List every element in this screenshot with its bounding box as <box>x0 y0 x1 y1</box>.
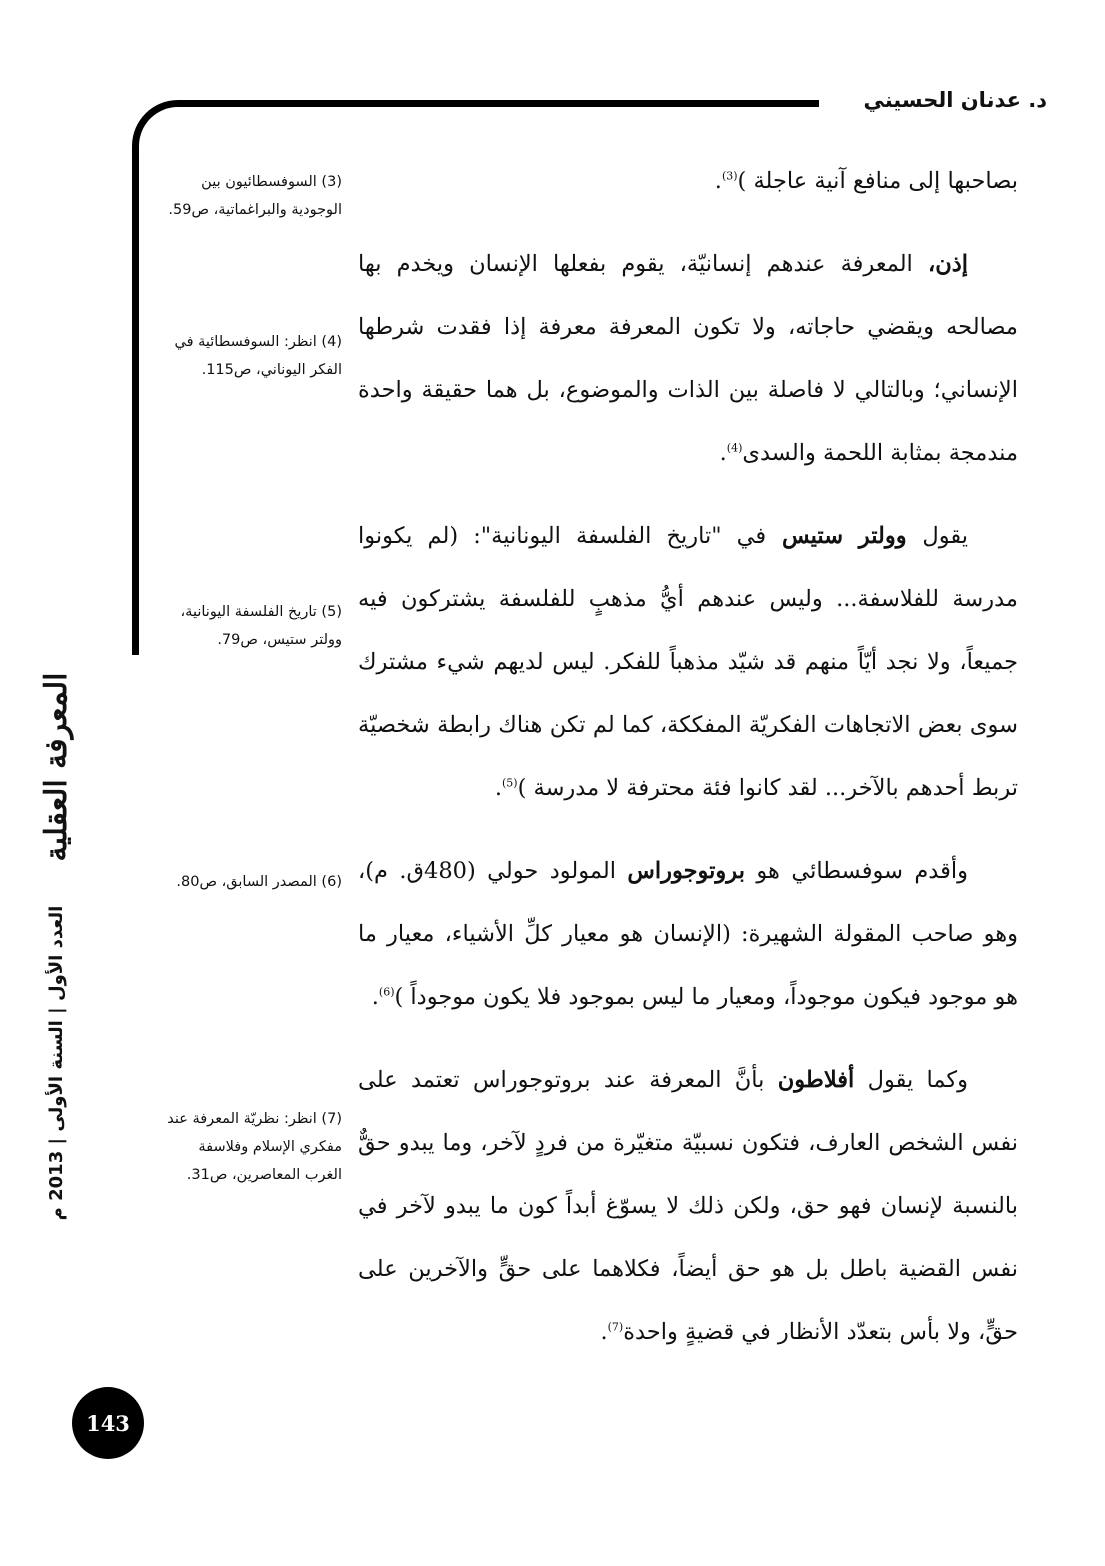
name-protagoras: بروتوجوراس <box>627 858 745 884</box>
issue-info-vertical: العدد الأول | السنة الأولى | 2013 م <box>46 905 67 1221</box>
page-frame-left-rule <box>132 175 139 655</box>
footnote-ref-3: (3) <box>721 169 738 183</box>
name-plato: أفلاطون <box>777 1067 855 1093</box>
paragraph-1: بصاحبها إلى منافع آنية عاجلة )$^{(3)}$. <box>714 168 1018 194</box>
paragraph-5: وكما يقول أفلاطون بأنَّ المعرفة عند بروتوجوراس تعتمد على نفس الشخص العارف، فتكون نسبيّة متغيّرة من فردٍ لآخر، وما يبدو حقٌّ بالنسبة لإنسان فهو حق، ولكن ذلك لا يسوّغ أبداً كون ما يبدو لآخر في نفس القضية باطل بل هو حق أيضاً، فكلاهما على حقٍّ والآخرين على حقٍّ، ولا بأس بتعدّد الأنظار في قضيةٍ واحدة$^{(7)}$. <box>358 1067 1018 1345</box>
footnote-4: (4) انظر: السوفسطائية في الفكر اليوناني، ص115. <box>174 334 342 378</box>
footnote-5: (5) تاريخ الفلسفة اليونانية، وولتر ستيس، ص79. <box>180 604 342 648</box>
footnote-6: (6) المصدر السابق، ص80. <box>176 874 342 890</box>
paragraph-2-lead: إذن، <box>927 251 968 277</box>
footnote-ref-4: (4) <box>726 441 743 455</box>
footnote-7: (7) انظر: نظريّة المعرفة عند مفكري الإسلام وفلاسفة الغرب المعاصرين، ص31. <box>167 1111 342 1183</box>
running-header-author: د. عدنان الحسيني <box>863 88 1047 112</box>
journal-title-vertical: المعرفة العقلية <box>39 672 74 862</box>
main-body-text <box>358 150 1018 1384</box>
footnote-ref-5: (5) <box>501 776 518 790</box>
footnote-ref-7: (7) <box>607 1320 624 1334</box>
page-number-badge: 143 <box>72 1387 144 1459</box>
footnote-ref-6: (6) <box>378 985 395 999</box>
name-walter-stace: وولتر ستيس <box>766 523 923 549</box>
footnote-3: (3) السوفسطائيون بين الوجودية والبراغماتية، ص59. <box>168 174 342 218</box>
paragraph-2: إذن، المعرفة عندهم إنسانيّة، يقوم بفعلها الإنسان ويخدم بها مصالحه ويقضي حاجاته، ولا تكون المعرفة معرفة إذا فقدت شرطها الإنساني؛ وبالتالي لا فاصلة بين الذات والموضوع، بل هما حقيقة واحدة مندمجة بمثابة اللحمة والسدى$^{(4)}$. <box>358 251 1018 466</box>
paragraph-4: وأقدم سوفسطائي هو بروتوجوراس المولود حولي (480ق. م)، وهو صاحب المقولة الشهيرة: (الإنسان هو معيار كلِّ الأشياء، معيار ما هو موجود فيكون موجوداً، ومعيار ما ليس بموجود فلا يكون موجوداً )$^{(6)}$. <box>358 858 1018 1010</box>
paragraph-3: يقول وولتر ستيس في "تاريخ الفلسفة اليونانية": (لم يكونوا مدرسة للفلاسفة... وليس عندهم أيُّ مذهبٍ للفلسفة يشتركون فيه جميعاً، ولا نجد أيّاً منهم قد شيّد مذهباً للفكر. ليس لديهم شيء مشترك سوى بعض الاتجاهات الفكريّة المفككة، كما لم تكن هناك رابطة شخصيّة تربط أحدهم بالآخر... لقد كانوا فئة محترفة لا مدرسة )$^{(5)}$. <box>358 523 1018 801</box>
